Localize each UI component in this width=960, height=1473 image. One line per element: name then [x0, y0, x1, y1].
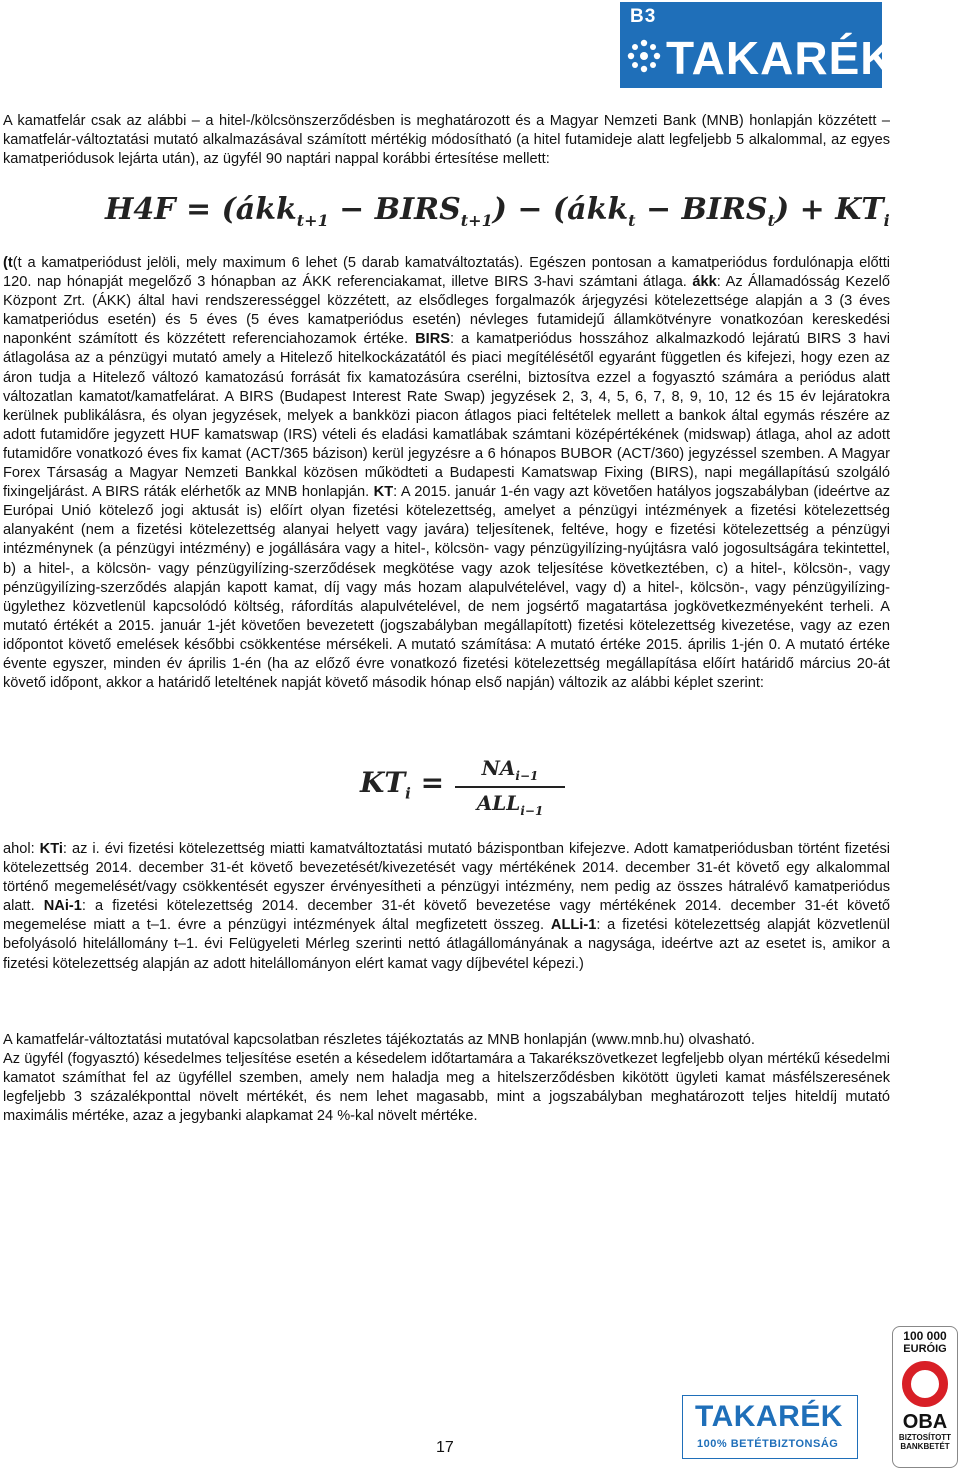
- paragraph-segment: : a fizetési kötelezettség alapját közvetlenül befolyásoló hitelállomány t–1. évi Felügyeleti Mérleg szerinti nettó átlagállományának a nagysága, ideértve azt az esetet is, amikor a fizetési kötelezettség alapján az adott hitelállományon elért kamat vagy díjbevétel képezi.): [3, 917, 890, 972]
- h4f-formula: H4F = (ákk$_{t+1}$ − $BIRS_{t+1}$) − (ákk$_t$ − $BIRS_t) + KT_i$: [105, 192, 890, 230]
- formula-operator: −: [517, 192, 543, 227]
- formula-term: KT: [835, 192, 884, 227]
- formula-term: ALL: [476, 791, 521, 815]
- formula-lhs: [360, 766, 444, 803]
- oba-name: OBA: [902, 1411, 948, 1433]
- formula-equals: =: [420, 766, 445, 799]
- formula-lhs: H4F: [105, 192, 176, 227]
- paragraph-text: [3, 840, 890, 974]
- paragraph-segment: : az i. évi fizetési kötelezettség miatti kamatváltoztatási mutató bázispontban kifejezve. Adott kamatperiódusban történt fizetési kötelezettség 2014. december 31-ét követő bevezetését/kivezetését vagy mértékének 2014. december 31-ét követő egy alkalommal történő megemelését/vagy csökkentését egyszer érvényesítheti a pénzügyi intézmény, nem pedig az összes hátralévő kamatperiódus alatt.: [3, 841, 890, 915]
- birs-label: BIRS: [415, 331, 450, 348]
- formula-operator: −: [645, 192, 672, 227]
- formula-denominator: [455, 791, 565, 818]
- formula-numerator: [455, 756, 565, 783]
- logo-subtitle: 100% BETÉTBIZTONSÁG: [697, 1438, 839, 1450]
- takarek-deposit-logo: [682, 1395, 858, 1459]
- paragraph-segment: ahol:: [3, 841, 40, 857]
- paragraph-segment: (t a kamatperiódust jelöli, mely maximum 6 lehet (5 darab kamatváltoztatás). Egészen pontosan a kamatperiódus fordulónapja előtti 120. nap hónapját megelőző 3 hónapban az ÁKK referenciakamat, illetve BIRS 3-havi számtani átlaga.: [3, 255, 890, 291]
- formula-term: ákk: [567, 192, 629, 227]
- formula-subscript: t: [628, 211, 636, 230]
- formula-equals: =: [185, 192, 212, 227]
- paragraph-text: [3, 254, 890, 693]
- formula-subscript: i−1: [520, 804, 544, 818]
- snowflake-mark-icon: [624, 36, 664, 81]
- alli-label: ALLi-1: [550, 917, 597, 934]
- akk-label: ákk: [692, 274, 717, 291]
- formula-operator: −: [339, 192, 365, 227]
- oba-ring-icon: [902, 1361, 948, 1407]
- formula-term: ákk: [235, 192, 297, 227]
- closing-paragraphs: [3, 1031, 890, 1126]
- formula-subscript: i: [883, 211, 890, 230]
- formula-subscript: i: [405, 784, 411, 803]
- formula-term: BIRS: [681, 192, 768, 227]
- oba-currency: EURÓIG: [903, 1343, 947, 1355]
- formula-subscript: i−1: [515, 769, 539, 783]
- formula-variable-t-label: (t: [3, 255, 13, 271]
- logo-name: TAKARÉK: [666, 32, 895, 84]
- oba-badge: [892, 1326, 958, 1468]
- late-interest-paragraph: Az ügyfél (fogyasztó) késedelmes teljesítése esetén a késedelem időtartamára a Takarékszövetkezet legfeljebb olyan mértékű késedelmi kamatot számíthat fel az ügyféllel szemben, amely nem haladja meg a hitelszerződésben kikötött ügyleti kamat másfélszeresének legfeljebb 3 százalékponttal növelt mértékét, és nem lehet magasabb, mint a jogszabályban meghatározott teljes hiteldíj mutató maximális mértéke, azaz a jegybanki alapkamat 24 %-kal növelt mértéke.: [3, 1051, 890, 1125]
- takarek-b3-logo: [620, 2, 895, 88]
- paragraph-segment: : a kamatperiódus hosszához alkalmazkodó lejáratú BIRS 3 havi átlagolása az a pénzügyi mutató amely a Hitelező hitelkockázatától és piaci megítélésétől egyaránt független és kifejezi, hogy ezen az áron tudja a Hitelező változó kamatozású forrását fix kamatozásúra cserélni, biztosítva ezzel a fogyasztó számára a periódus alatt változatlan kamatot/kamatfelárat. A BIRS (Budapest Interest Rate Swap) jegyzések 2, 3, 4, 5, 6, 7, 8, 9, 10, 12 és 15 év lejáratokra kerülnek publikálásra, és olyan jegyzések, melyek a bankközi piacon átlagos piaci feltételek mellett a bankok által egymás részére az adott futamidőre jegyzett HUF kamatswap (IRS) vételi és eladási kamatlábak számtani középértékének (midswap) átlaga, ahol az adott futamidőre vonatkozó éves fix kamat (ACT/365 bázison) kerül jegyzésre a 6 hónapos BUBOR (ACT/360) jegyzéssel szemben. A Magyar Forex Társaság a Magyar Nemzeti Bankkal közösen működteti a Budapesti Kamatswap Fixing (BIRS), napi megállapítású szolgáló fixingeljárást. A BIRS ráták elérhetők az MNB honlapján.: [3, 331, 890, 501]
- mnb-info-paragraph: A kamatfelár-változtatási mutatóval kapcsolatban részletes tájékoztatás az MNB honlapján (www.mnb.hu) olvasható.: [3, 1032, 755, 1048]
- page-number: 17: [436, 1439, 454, 1456]
- kti-label: KTi: [39, 841, 63, 857]
- fraction-bar: [455, 786, 565, 788]
- formula-term: NA: [481, 756, 516, 780]
- paragraph-segment: : a fizetési kötelezettség 2014. december 31-ét követő bevezetése vagy mértékének 2014. december 31-ét követő megemelése miatt a t–1. évre a pénzügyi intézmények által megfizetett összeg.: [3, 898, 890, 934]
- nai-label: NAi-1: [43, 898, 82, 915]
- formula-subscript: t+1: [460, 211, 493, 230]
- formula-operator: +: [799, 192, 825, 227]
- paragraph-segment: : Az Államadósság Kezelő Központ Zrt. (ÁKK) által havi rendszerességgel közzétett, az elsődleges forgalmazók árjegyzési kötelezettsége alapján a 3 (3 éves kamatperiódus esetén) és 5 éves (5 éves kamatperiódus esetén) névleges futamidejű államkötvényre vonatkozóan kereskedési naponként számított és közzétett referenciahozamok értéke.: [3, 274, 891, 348]
- paragraph-text: A kamatfelár csak az alábbi – a hitel-/kölcsönszerződésben is meghatározott és a Magyar Nemzeti Bank (MNB) honlapján közzétett – kamatfelár-változtatási mutató alkalmazásával számított mértékig módosítható (a hitel futamideje alatt legfeljebb 5 alkalommal, az egyes kamatperiódusok lejárta után), az ügyfél 90 naptári nappal korábbi értesítése mellett:: [3, 113, 890, 168]
- definitions-paragraph: [3, 254, 890, 693]
- paragraph-segment: : A 2015. január 1-én vagy azt követően hatályos jogszabályban (ideértve az Európai Unió kötelező jogi aktusát is) előírt olyan fizetési kötelezettség, amelyet a pénzügyi intézmények a fizetési kötelezettség alanyaként (nem a fizetési kötelezettség alanyai helyett vagy javára) teljesítenek, feltéve, hogy e fizetési kötelezettség a pénzügyi intézménynek (a pénzügyi intézmény) e jogállására vagy a hitel-, kölcsön- vagy pénzügyilízing-nyújtásra való jogosultságára tekintettel, b) a hitel-, a kölcsön- vagy pénzügyilízing-szerződések megkötése vagy azok teljesítése következtében, c) a hitel-, kölcsön-, vagy pénzügyilízing-szerződés alapján kapott kamat, díj vagy más hozam alapulvételével, vagy d) a hitel-, kölcsön-, vagy pénzügyilízing-ügylethez közvetlenül kapcsolódó költség, ráfordítás alapulvételével, de nem jogsértő magatartása jogkövetkezményeként terheli. A mutató értékét a 2015. január 1-jét követően bevezetett (jogszabályban megállapított) fizetési kötelezettség kivezetése, vagy az ezen időpontot követő emelések későbbi csökkentése mérsékeli. A mutató számítása: A mutató értéke 2015. április 1-jén 0. A mutató értéke évente egyszer, minden év április 1-én (ha az előző évre vonatkozó fizetési kötelezettség megállapítása előírt határidő március 20-át követő időpont, akkor a határidő leteltének napját követő második hónap első napján) változik az alábbi képlet szerint:: [3, 484, 890, 692]
- intro-paragraph: [3, 112, 890, 169]
- formula-subscript: t: [767, 211, 775, 230]
- logo-badge: B3: [630, 6, 657, 27]
- formula-subscript: t+1: [296, 211, 329, 230]
- logo-name: TAKARÉK: [695, 1400, 843, 1433]
- kt-label: KT: [373, 484, 394, 501]
- oba-caption: BIZTOSÍTOTT: [898, 1433, 952, 1442]
- formula-fraction: [455, 756, 565, 818]
- formula-term: BIRS: [374, 192, 461, 227]
- kti-definitions-paragraph: [3, 840, 890, 974]
- formula-term: KT: [360, 766, 406, 799]
- oba-amount: 100 000: [903, 1329, 947, 1343]
- oba-caption: BANKBETÉT: [900, 1442, 950, 1451]
